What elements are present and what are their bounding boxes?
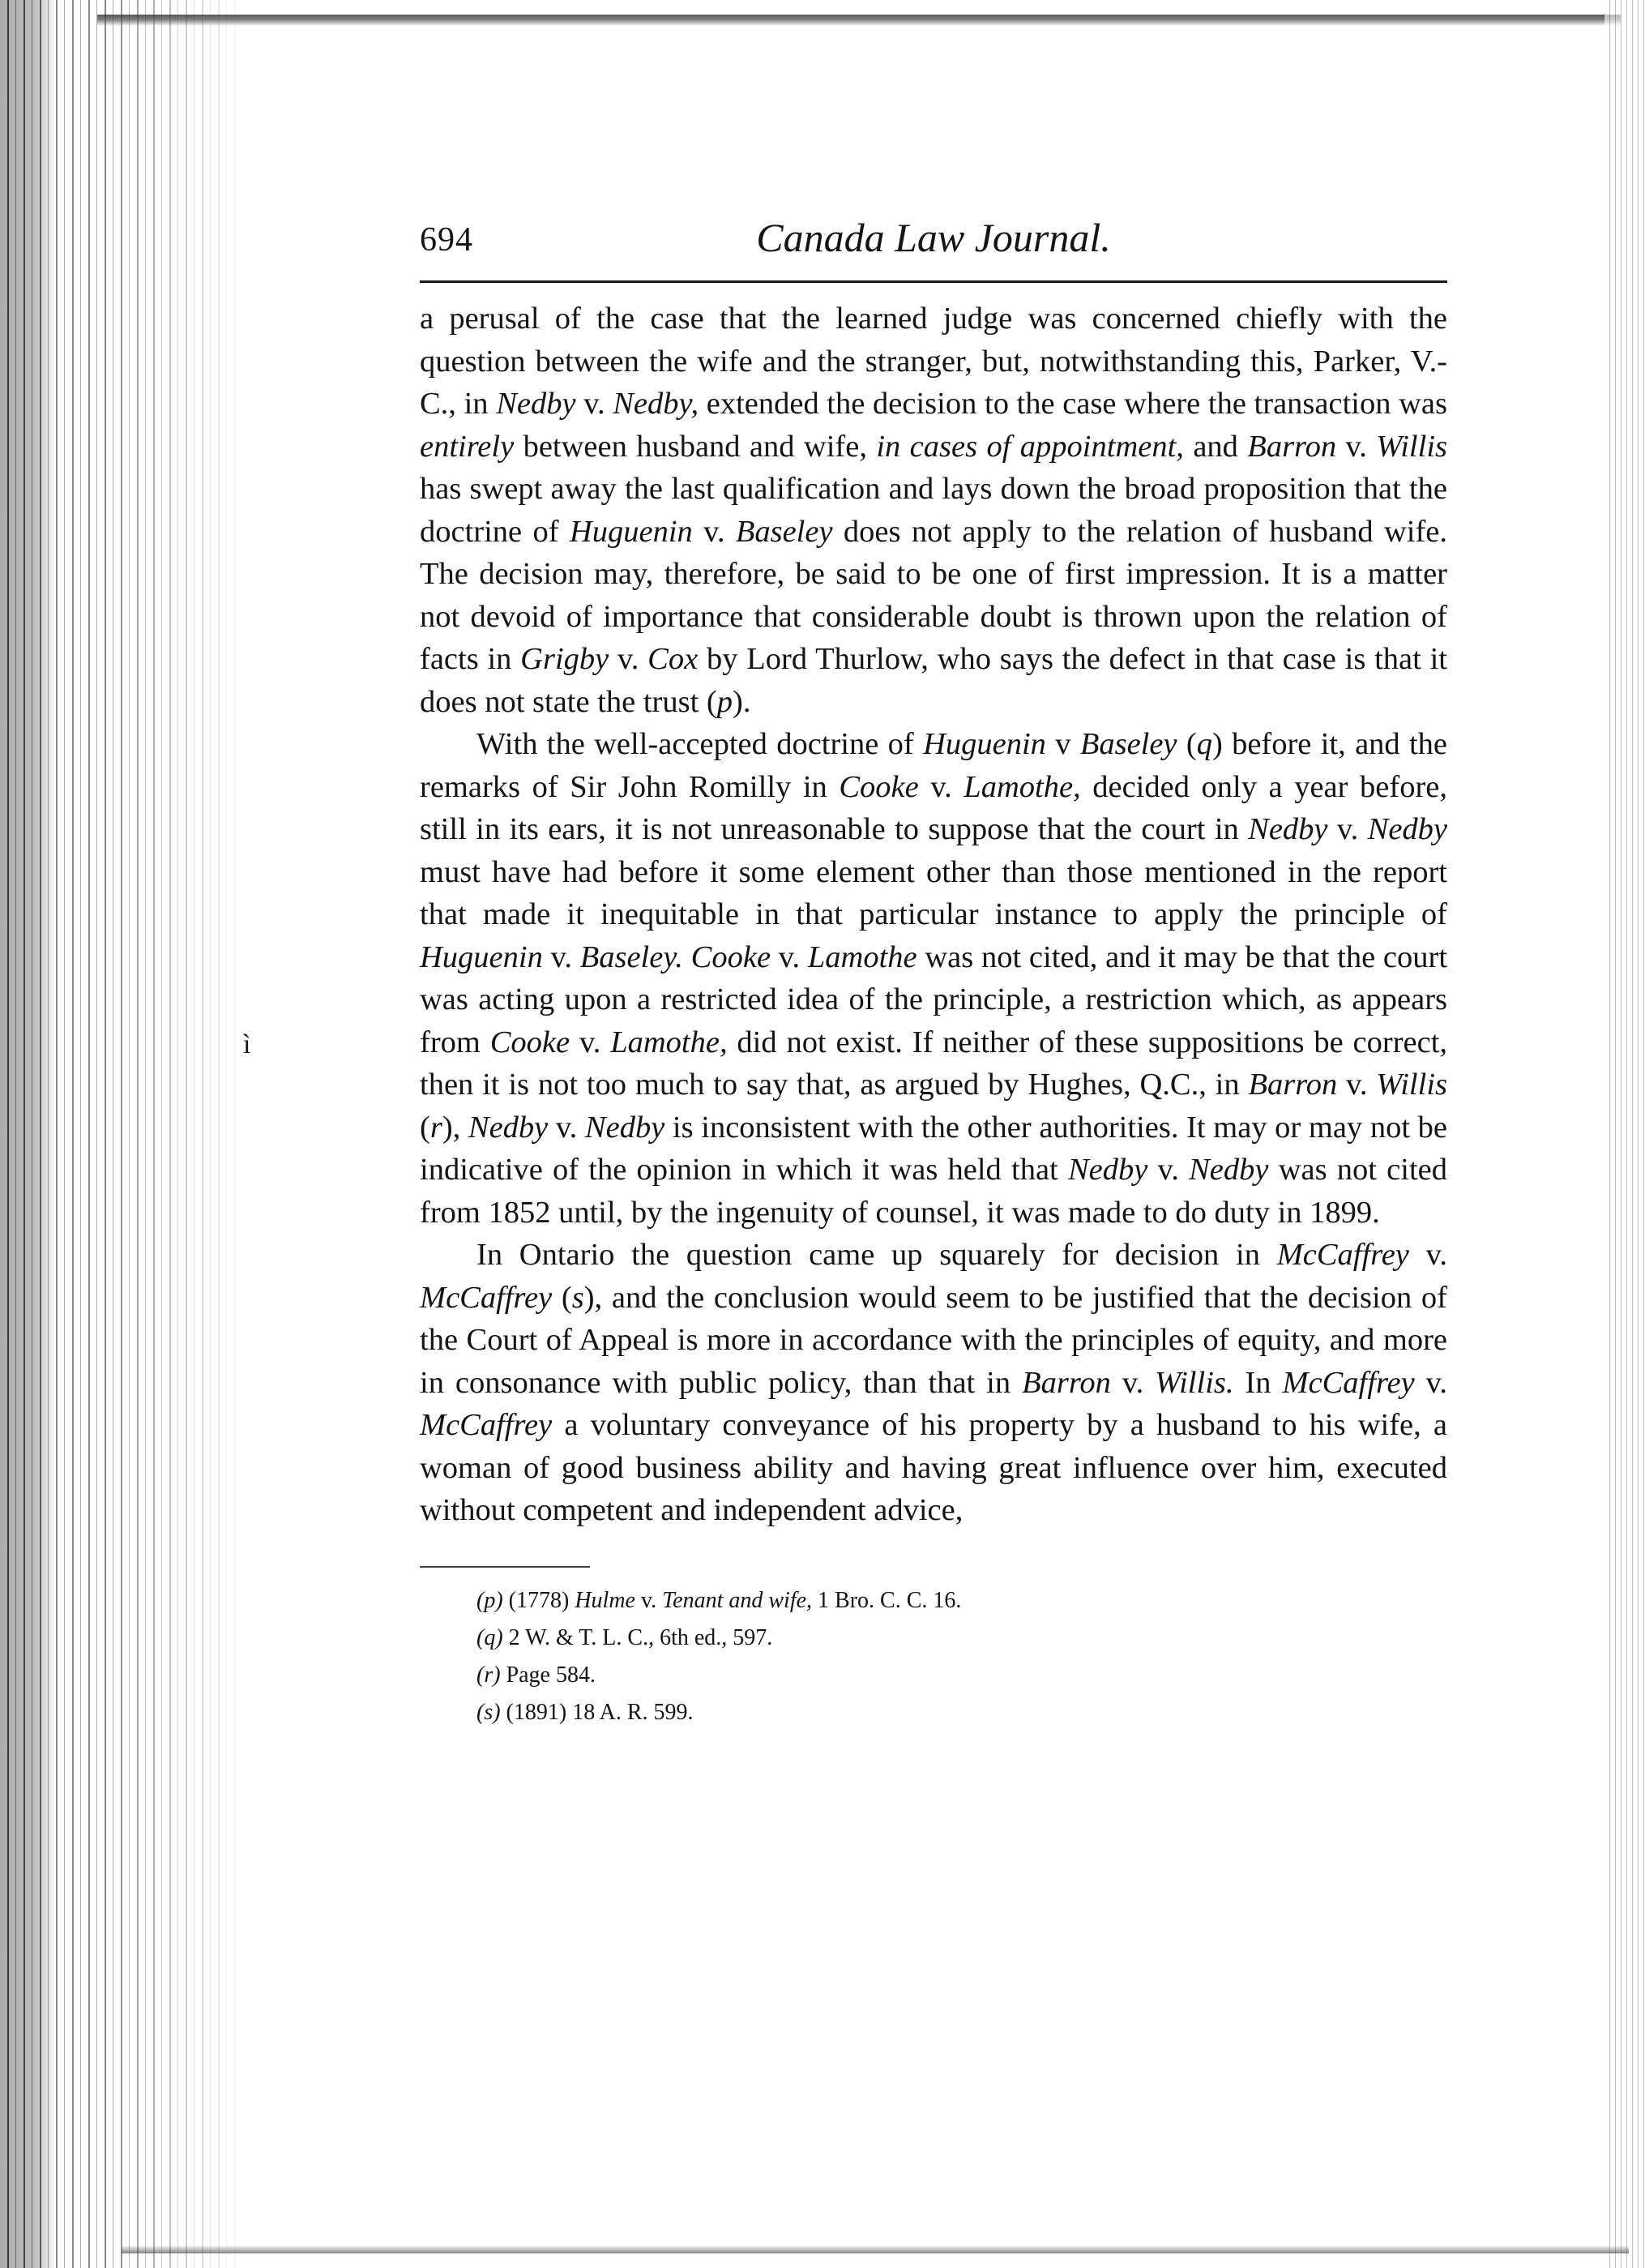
footnote-r — [476, 1657, 1447, 1694]
italic-text: McCaffrey — [1276, 1238, 1409, 1272]
italic-text: Nedby — [1067, 1153, 1148, 1187]
text-run — [683, 940, 691, 974]
italic-text: Nedby — [1189, 1153, 1269, 1187]
italic-text: McCaffrey — [1282, 1365, 1415, 1400]
text-run: 1 Bro. C. C. 16. — [812, 1587, 962, 1613]
italic-text: McCaffrey — [420, 1280, 553, 1315]
italic-text: Nedby — [1248, 812, 1328, 846]
italic-text: entirely — [420, 429, 515, 464]
italic-text: Huguenin — [569, 514, 693, 549]
italic-text: Lamothe, — [610, 1025, 728, 1059]
footnote-mark: (r) — [476, 1662, 501, 1688]
italic-text: Nedby — [584, 1110, 665, 1145]
italic-text: Willis — [1376, 429, 1447, 464]
footnote-text — [501, 1662, 596, 1688]
text-run: ), — [442, 1110, 468, 1145]
italic-text: Huguenin — [923, 727, 1046, 761]
text-run: v. — [1336, 429, 1377, 464]
italic-text: p — [716, 684, 733, 719]
paragraph-1 — [420, 297, 1447, 723]
text-run: v. — [634, 1587, 663, 1613]
top-page-edge — [97, 15, 1621, 26]
italic-text: Willis — [1376, 1068, 1447, 1102]
page-content — [420, 203, 1447, 1731]
text-run: v. — [609, 642, 648, 676]
text-run: ( — [420, 1110, 430, 1145]
footnote-text — [503, 1588, 962, 1613]
text-run: did not exist. If neither of these suppositions be correct, then it is not too much to say that, as argued by Hughes, Q.C., in — [420, 1025, 1448, 1102]
italic-text: Baseley — [735, 514, 833, 549]
footnote-divider — [420, 1566, 590, 1568]
italic-text: Barron — [1022, 1365, 1111, 1400]
text-run: was not cited from 1852 until, by the ingenuity of counsel, it was made to do duty in 1899. — [420, 1153, 1448, 1230]
text-run: ( — [1177, 727, 1197, 761]
text-run: In — [1233, 1365, 1283, 1400]
text-run: between husband and wife, — [514, 429, 877, 464]
text-run: 2 W. & T. L. C., 6th ed., 597. — [502, 1624, 773, 1650]
italic-text: Nedby — [1367, 812, 1448, 846]
italic-text: Lamothe, — [964, 769, 1081, 804]
text-run: ) before it, and the remarks of Sir John Romilly in — [420, 727, 1448, 804]
italic-text: Baseley. — [579, 939, 683, 974]
italic-text: Nedby, — [613, 387, 699, 421]
footnote-text — [503, 1625, 773, 1650]
page-header — [420, 203, 1447, 283]
text-run: by Lord Thurlow, who says the defect in that case is that it does not state the trust ( — [420, 642, 1447, 719]
bottom-page-edge — [122, 2245, 1629, 2253]
text-run: must have had before it some element other than those mentioned in the report that made it inequitable in that particular instance to apply the principle of — [420, 854, 1447, 931]
page-number: 694 — [420, 221, 473, 259]
paragraph-2 — [420, 723, 1447, 1234]
italic-text: s — [571, 1280, 584, 1315]
text-run: v. — [570, 1025, 611, 1059]
footnote-text — [501, 1700, 694, 1725]
italic-text: Hulme — [575, 1587, 635, 1613]
footnotes — [476, 1582, 1447, 1731]
text-run: With the well-accepted doctrine of — [476, 727, 924, 761]
text-run: was not cited, and it may be that the court was acting upon a restricted idea of the principle, a restriction which, as appears from — [420, 939, 1448, 1059]
footnote-p — [476, 1582, 1447, 1620]
italic-text: McCaffrey — [420, 1408, 553, 1442]
italic-text: Lamothe — [807, 939, 917, 974]
italic-text: Willis. — [1155, 1365, 1234, 1400]
text-run: v. — [1327, 812, 1368, 846]
italic-text: r — [429, 1110, 442, 1145]
italic-text: Tenant and wife, — [662, 1587, 813, 1613]
text-run: ( — [552, 1280, 572, 1315]
right-page-edge — [1604, 0, 1645, 2268]
text-run: v. — [918, 769, 964, 804]
text-run: (1891) 18 A. R. 599. — [500, 1699, 694, 1725]
text-run: v. — [1110, 1365, 1156, 1400]
text-run: v. — [575, 387, 613, 421]
italic-text: q — [1196, 727, 1212, 761]
footnote-mark: (s) — [476, 1699, 501, 1725]
italic-text: Barron — [1247, 429, 1337, 464]
text-run: (1778) — [502, 1587, 575, 1613]
italic-text: Baseley — [1079, 727, 1177, 761]
text-run: v. — [1147, 1153, 1190, 1187]
footnote-q — [476, 1620, 1447, 1657]
italic-text: Cooke — [690, 939, 771, 974]
footnote-mark: (p) — [476, 1587, 503, 1613]
text-run: v. — [1337, 1068, 1377, 1102]
paragraph-3 — [420, 1234, 1447, 1532]
text-run: v. — [1408, 1238, 1448, 1272]
italic-text: Grigby — [520, 642, 609, 676]
text-run: has swept away the last qualification and lays down the broad proposition that the doctrine of — [420, 472, 1447, 549]
text-run: extended the decision to the case where the transaction was — [699, 387, 1447, 421]
italic-text: Cooke — [839, 769, 919, 804]
running-head: Canada Law Journal. — [756, 215, 1111, 260]
text-run: v. — [548, 1110, 585, 1145]
text-run: v. — [771, 939, 808, 974]
italic-text: Barron — [1248, 1068, 1338, 1102]
footnote-mark: (q) — [476, 1624, 503, 1650]
text-run: v. — [542, 939, 580, 974]
text-run: Page 584. — [500, 1662, 596, 1688]
italic-text: Huguenin — [420, 939, 543, 974]
italic-text: Nedby — [468, 1110, 549, 1145]
italic-text: Nedby — [496, 387, 576, 421]
body-text — [420, 297, 1447, 1532]
footnote-s — [476, 1694, 1447, 1731]
italic-text: Cooke — [489, 1025, 570, 1059]
text-run: In Ontario the question came up squarely for decision in — [476, 1238, 1277, 1272]
text-run: v — [1045, 727, 1080, 761]
text-run: is inconsistent with the other authorities. It may or may not be indicative of the opinion in which it was held that — [420, 1110, 1447, 1187]
text-run: a perusal of the case that the learned judge was concerned chiefly with the question between the wife and the stranger, but, notwithstanding this, Parker, V.-C., in — [420, 302, 1447, 421]
text-run: does not apply to the relation of husband wife. The decision may, therefore, be said to be one of first impression. It is a matter not devoid of importance that considerable doubt is thrown upon the relation of facts in — [420, 514, 1448, 676]
text-run: and — [1183, 429, 1248, 464]
text-run: ), and the conclusion would seem to be justified that the decision of the Court of Appeal is more in accordance with the principles of equity, and more in consonance with public policy, than that in — [420, 1280, 1447, 1400]
text-run: a voluntary conveyance of his property by a husband to his wife, a woman of good business ability and having great influence over him, executed without competent and independent advice, — [420, 1408, 1447, 1527]
text-run: ). — [733, 684, 751, 719]
text-run: v. — [1414, 1365, 1448, 1400]
text-run: decided only a year before, still in its ears, it is not unreasonable to suppose that the court in — [420, 769, 1447, 846]
italic-text: Cox — [647, 642, 699, 676]
italic-text: in cases of appointment, — [876, 429, 1184, 464]
text-run: v. — [692, 514, 736, 549]
margin-mark: ì — [243, 1029, 251, 1059]
book-page-edges — [0, 0, 243, 2268]
